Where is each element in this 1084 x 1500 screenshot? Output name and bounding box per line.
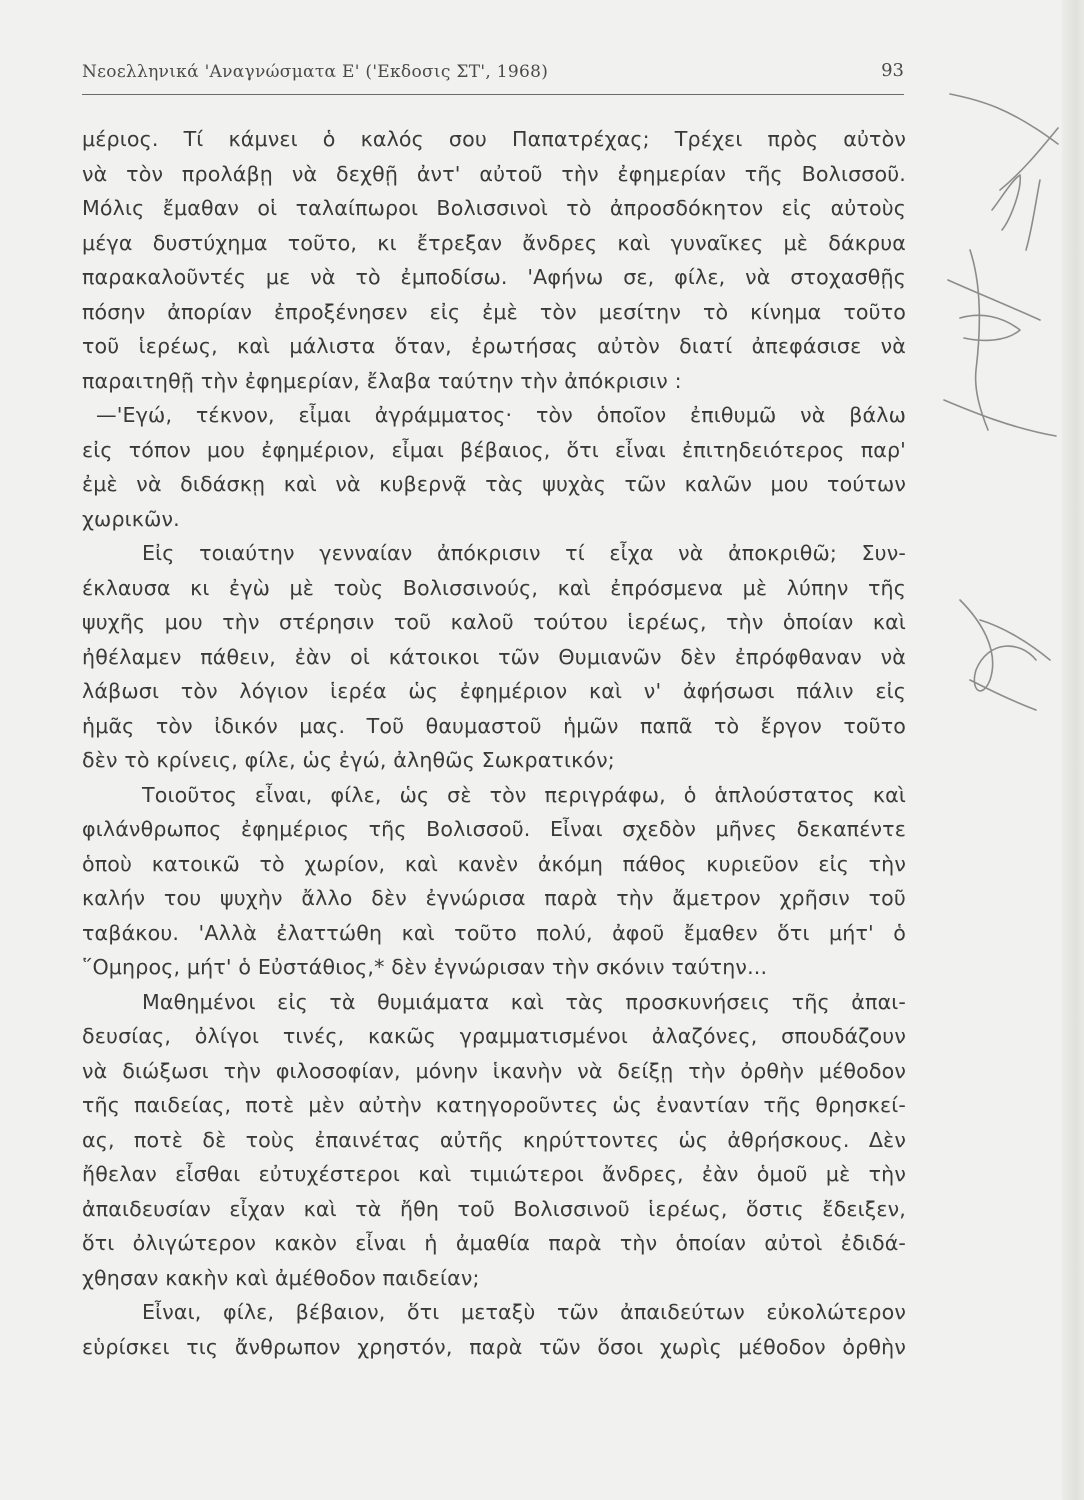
page-edge-shadow: [1062, 0, 1084, 1500]
text-line: ἠθέλαμεν πάθειν, ἐὰν οἱ κάτοικοι τῶν Θυμιανῶν δὲν ἐπρόφθαναν νὰ: [82, 644, 906, 669]
text-line: ταβάκου. 'Αλλὰ ἐλαττώθη καὶ τοῦτο πολύ, ἀφοῦ ἔμαθεν ὅτι μήτ' ὁ: [82, 920, 906, 945]
scribble-stroke-8: [944, 400, 1056, 436]
text-line: ἐμὲ νὰ διδάσκῃ καὶ νὰ κυβερνᾷ τὰς ψυχὰς τῶν καλῶν μου τούτων: [82, 472, 906, 496]
text-line: Μαθημένοι εἰς τὰ θυμιάματα καὶ τὰς προσκυνήσεις τῆς ἀπαι-: [142, 989, 906, 1014]
text-line: χωρικῶν.: [82, 506, 180, 531]
text-line: δευσίας, ὀλίγοι τινές, κακῶς γραμματισμένοι ἀλαζόνες, σπουδάζουν: [82, 1024, 906, 1048]
text-line: ας, ποτὲ δὲ τοὺς ἐπαινέτας αὐτῆς κηρύττοντες ὡς ἀθρήσκους. Δὲν: [82, 1127, 906, 1152]
page-number: 93: [881, 60, 904, 81]
text-line: δὲν τὸ κρίνεις, φίλε, ὡς ἐγώ, ἀληθῶς Σωκρατικόν;: [82, 748, 615, 772]
text-line: λάβωσι τὸν λόγιον ἱερέα ὡς ἐφημέριον καὶ ν' ἀφήσωσι πάλιν εἰς: [82, 679, 906, 703]
header-title: Νεοελληνικά 'Αναγνώσματα Ε' ('Εκδοσις ΣΤ', 1968): [82, 62, 549, 82]
text-line: έκλαυσα κι ἐγὼ μὲ τοὺς Βολισσινούς, καὶ ἐπρόσμενα μὲ λύπην τῆς: [82, 575, 906, 600]
scribble-stroke-6: [948, 280, 1040, 320]
text-line: ἡμᾶς τὸν ἰδικόν μας. Τοῦ θαυμαστοῦ ἡμῶν παπᾶ τὸ ἔργον τοῦτο: [82, 713, 906, 738]
text-line: τοῦ ἱερέως, καὶ μάλιστα ὅταν, ἐρωτήσας αὐτὸν διατί ἀπεφάσισε νὰ: [82, 334, 906, 358]
text-line: —'Εγώ, τέκνον, εἶμαι ἀγράμματος· τὸν ὁποῖον ἐπιθυμῶ νὰ βάλω: [96, 403, 906, 427]
text-line: μέριος. Τί κάμνει ὁ καλός σου Παπατρέχας; Τρέχει πρὸς αὐτὸν: [82, 127, 906, 151]
scribble-stroke-11: [970, 680, 1036, 710]
text-line: τῆς παιδείας, ποτὲ μὲν αὐτὴν κατηγοροῦντες ὡς ἐναντίαν τῆς θρησκεί-: [82, 1093, 906, 1117]
margin-pencil-scribbles: [940, 80, 1060, 1280]
text-line: παραιτηθῇ τὴν ἐφημερίαν, ἔλαβα ταύτην τὴν ἀπόκρισιν :: [82, 368, 682, 393]
text-line: καλήν του ψυχὴν ἄλλο δὲν ἐγνώρισα παρὰ τὴν ἄμετρον χρῆσιν τοῦ: [82, 886, 906, 910]
text-line: Εἶναι, φίλε, βέβαιον, ὅτι μεταξὺ τῶν ἀπαιδεύτων εὐκολώτερον: [142, 1300, 906, 1324]
scribble-stroke-10: [980, 620, 1050, 660]
text-line: ῞Ομηρος, μήτ' ὁ Εὐστάθιος,* δὲν ἐγνώρισαν τὴν σκόνιν ταύτην...: [82, 955, 768, 979]
text-line: εὑρίσκει τις ἄνθρωπον χρηστόν, παρὰ τῶν ὅσοι χωρὶς μέθοδον ὀρθὴν: [82, 1334, 906, 1359]
scribble-stroke-4: [1026, 180, 1040, 250]
running-header: [82, 60, 904, 92]
text-line: Εἰς τοιαύτην γενναίαν ἀπόκρισιν τί εἶχα νὰ ἀποκριθῶ; Συν-: [142, 541, 906, 565]
text-line: παρακαλοῦντές με νὰ τὸ ἐμποδίσω. 'Αφήνω σε, φίλε, νὰ στοχασθῇς: [82, 265, 906, 289]
text-line: ὁποὺ κατοικῶ τὸ χωρίον, καὶ κανὲν ἀκόμη πάθος κυριεῦον εἰς τὴν: [82, 851, 906, 876]
scribble-stroke-1: [950, 94, 1058, 144]
text-line: ἤθελαν εἶσθαι εὐτυχέστεροι καὶ τιμιώτεροι ἄνδρες, ἐὰν ὁμοῦ μὲ τὴν: [82, 1162, 906, 1186]
text-line: μέγα δυστύχημα τοῦτο, κι ἔτρεξαν ἄνδρες καὶ γυναῖκες μὲ δάκρυα: [82, 230, 906, 255]
scribble-stroke-9: [960, 600, 1036, 691]
scribble-stroke-7: [960, 315, 1020, 340]
text-line: πόσην ἀπορίαν ἐπροξένησεν εἰς ἐμὲ τὸν μεσίτην τὸ κίνημα τοῦτο: [82, 299, 906, 324]
text-line: Μόλις ἔμαθαν οἱ ταλαίπωροι Βολισσινοὶ τὸ ἀπροσδόκητον εἰς αὐτοὺς: [82, 196, 906, 220]
text-line: ἀπαιδευσίαν εἶχαν καὶ τὰ ἤθη τοῦ Βολισσινοῦ ἱερέως, ὅστις ἔδειξεν,: [82, 1196, 906, 1221]
text-line: χθησαν κακὴν καὶ ἀμέθοδον παιδείαν;: [82, 1265, 480, 1290]
text-line: νὰ τὸν προλάβῃ νὰ δεχθῇ ἀντ' αὐτοῦ τὴν ἐφημερίαν τῆς Βολισσοῦ.: [82, 161, 906, 186]
text-line: εἰς τόπον μου ἐφημέριον, εἶμαι βέβαιος, ὅτι εἶναι ἐπιτηδειότερος παρ': [82, 437, 906, 462]
scribble-stroke-3: [992, 175, 1020, 230]
text-line: ὅτι ὀλιγώτερον κακὸν εἶναι ἡ ἀμαθία παρὰ τὴν ὁποίαν αὐτοὶ ἐδιδά-: [82, 1231, 906, 1255]
text-line: φιλάνθρωπος ἐφημέριος τῆς Βολισσοῦ. Εἶναι σχεδὸν μῆνες δεκαπέντε: [82, 817, 906, 841]
text-line: ψυχῆς μου τὴν στέρησιν τοῦ καλοῦ τούτου ἱερέως, τὴν ὁποίαν καὶ: [82, 610, 906, 634]
header-rule: [82, 94, 904, 95]
body-text: [82, 122, 906, 1364]
text-line: νὰ διώξωσι τὴν φιλοσοφίαν, μόνην ἱκανὴν νὰ δείξῃ τὴν ὀρθὴν μέθοδον: [82, 1058, 906, 1083]
text-line: Τοιοῦτος εἶναι, φίλε, ὡς σὲ τὸν περιγράφω, ὁ ἁπλούστατος καὶ: [142, 782, 906, 807]
